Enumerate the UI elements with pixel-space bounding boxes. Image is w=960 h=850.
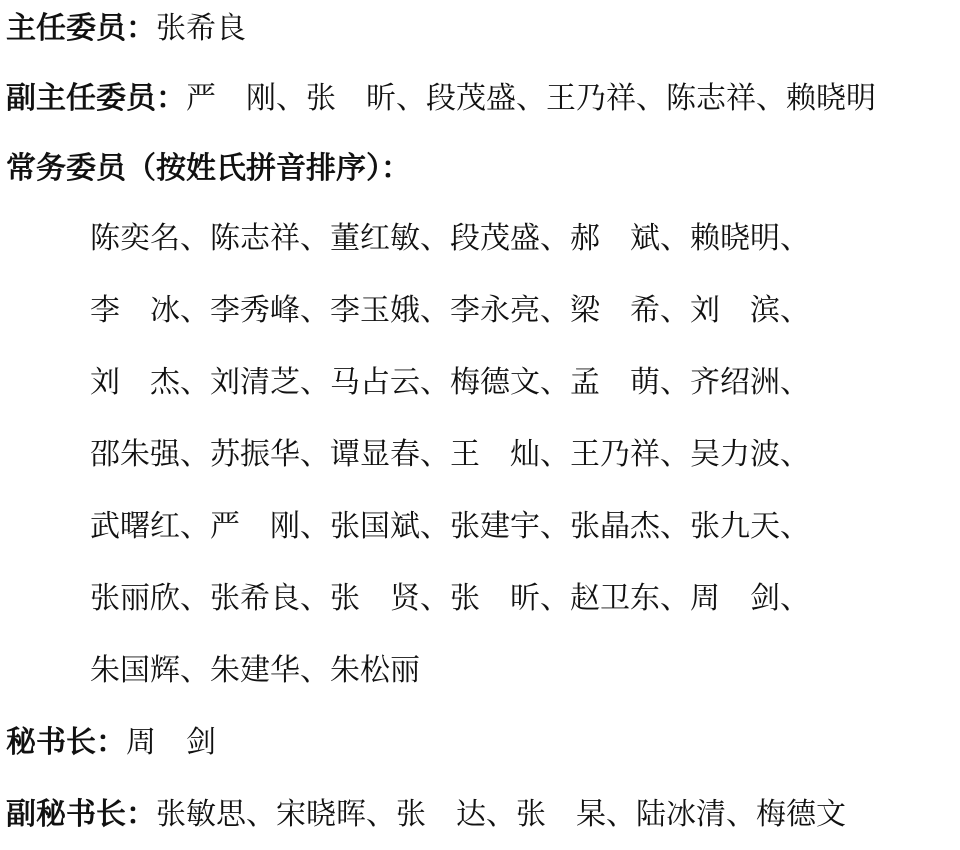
standing-members-line: 张丽欣、张希良、张 贤、张 昕、赵卫东、周 剑、 (90, 581, 810, 616)
director-label: 主任委员： (6, 11, 156, 46)
standing-members-list (6, 221, 960, 688)
standing-members-line: 朱国辉、朱建华、朱松丽 (90, 653, 420, 688)
standing-members-label: 常务委员（按姓氏拼音排序）： (6, 151, 411, 186)
standing-members-line: 武曙红、严 刚、张国斌、张建宇、张晶杰、张九天、 (90, 509, 810, 544)
vice-director-row (6, 81, 960, 116)
deputy-secretary-general-names: 张敏思、宋晓晖、张 达、张 杲、陆冰清、梅德文 (156, 797, 846, 832)
secretary-general-row (6, 725, 960, 760)
secretary-general-label: 秘书长： (6, 725, 126, 760)
deputy-secretary-general-label: 副秘书长： (6, 797, 156, 832)
standing-members-line: 李 冰、李秀峰、李玉娥、李永亮、梁 希、刘 滨、 (90, 293, 810, 328)
vice-director-label: 副主任委员： (6, 81, 186, 116)
standing-members-line: 陈奕名、陈志祥、董红敏、段茂盛、郝 斌、赖晓明、 (90, 221, 810, 256)
deputy-secretary-general-row (6, 797, 960, 832)
standing-members-heading (6, 151, 960, 186)
standing-members-line: 邵朱强、苏振华、谭显春、王 灿、王乃祥、吴力波、 (90, 437, 810, 472)
director-row (6, 11, 960, 46)
secretary-general-name: 周 剑 (126, 725, 216, 760)
vice-director-names: 严 刚、张 昕、段茂盛、王乃祥、陈志祥、赖晓明 (186, 81, 876, 116)
standing-members-line: 刘 杰、刘清芝、马占云、梅德文、孟 萌、齐绍洲、 (90, 365, 810, 400)
director-name: 张希良 (156, 11, 246, 46)
